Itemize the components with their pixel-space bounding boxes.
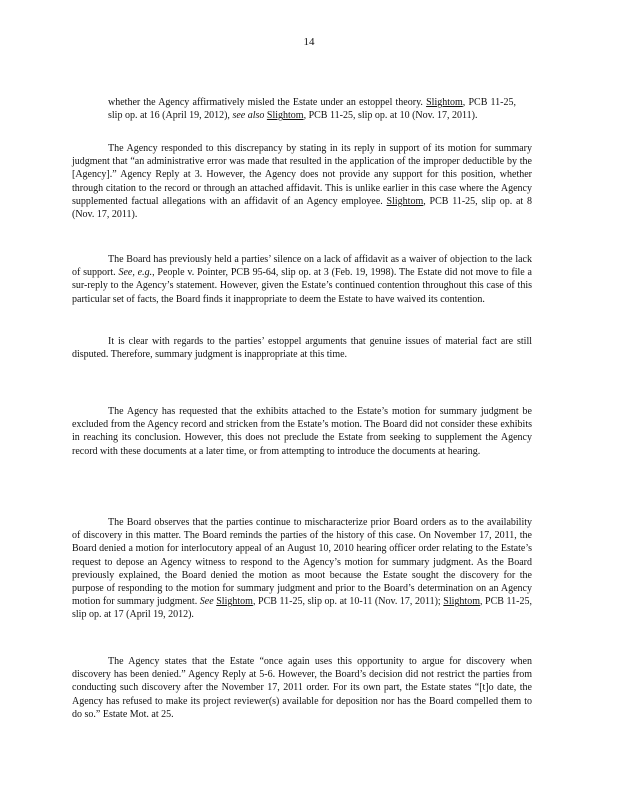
signal-see: See	[199, 596, 214, 608]
signal-see-eg: See, e.g.	[118, 267, 153, 279]
paragraph-agency-discovery-argument: The Agency states that the Estate “once again uses this opportunity to argue for discovery when discovery has been denied.” Agency Reply at 5-6. However, the Board’s decision did not restrict the parties from conducting such discovery after the November 17, 2011 order. For its own part, the Estate states “[t]o date, the Agency has refused to make its project reviewer(s) available for deposition nor has the Board compelled them to do so.” Estate Mot. at 25.	[72, 656, 532, 720]
paragraph-discovery-history: The Board observes that the parties continue to mischaracterize prior Board orders as to the availability of discovery in this matter. The Board reminds the parties of the history of this case. On November 17, 2011, the Board denied a motion for interlocutory appeal of an August 10, 2010 hearing officer order relating to the Estate’s request to depose an Agency witness to respond to the Agency’s motion for summary judgment. As the Board previously explained, the Board denied the motion as moot because the Estate sought the discovery for the purpose of responding to the motion for summary judgment and prior to the Board’s determination on an Agency motion for summary judgment. See Slightom, PCB 11-25, slip op. at 10-11 (Nov. 17, 2011); Slightom, PCB 11-25, slip op. at 17 (April 19, 2012).	[72, 517, 532, 621]
page-number: 14	[303, 36, 315, 48]
signal-see-also: see also	[232, 110, 265, 122]
case-citation: Slightom	[266, 110, 304, 122]
paragraph-exhibits: The Agency has requested that the exhibits attached to the Estate’s motion for summary judgment be excluded from the Agency record and stricken from the Estate’s motion. The Board did not consider these exhibits in reaching its conclusion. However, this does not preclude the Estate from seeking to supplement the Agency record with these documents at a later time, or from attempting to introduce the documents at hearing.	[72, 406, 532, 457]
paragraph-quote-continuation: whether the Agency affirmatively misled the Estate under an estoppel theory. Slightom, PCB 11-25, slip op. at 16 (April 19, 2012), see also Slightom, PCB 11-25, slip op. at 10 (Nov. 17, 2011).	[108, 97, 516, 122]
case-citation: Slightom	[443, 596, 480, 608]
case-citation: Slightom	[426, 97, 463, 108]
case-citation: Slightom	[216, 596, 253, 608]
case-citation: Slightom	[386, 195, 424, 207]
paragraph-waiver: The Board has previously held a parties’ silence on a lack of affidavit as a waiver of objection to the lack of support. See, e.g., People v. Pointer, PCB 95-64, slip op. at 3 (Feb. 19, 1998). The Estate did not move to file a sur-reply to the Agency’s statement. However, given the Estate’s continued contention throughout this case of this particular set of facts, the Board finds it inappropriate to deem the Estate to have waived its contention.	[72, 254, 532, 305]
paragraph-agency-response: The Agency responded to this discrepancy by stating in its reply in support of its motion for summary judgment that “an administrative error was made that resulted in the application of the improper deductible by the [Agency].” Agency Reply at 3. However, the Agency does not provide any support for this position, whether through citation to the record or through an attached affidavit. This is unlike earlier in this case where the Agency supplemented factual allegations with an affidavit of an Agency employee. Slightom, PCB 11-25, slip op. at 8 (Nov. 17, 2011).	[72, 143, 532, 221]
paragraph-estoppel-conclusion: It is clear with regards to the parties’ estoppel arguments that genuine issues of material fact are still disputed. Therefore, summary judgment is inappropriate at this time.	[72, 336, 532, 361]
